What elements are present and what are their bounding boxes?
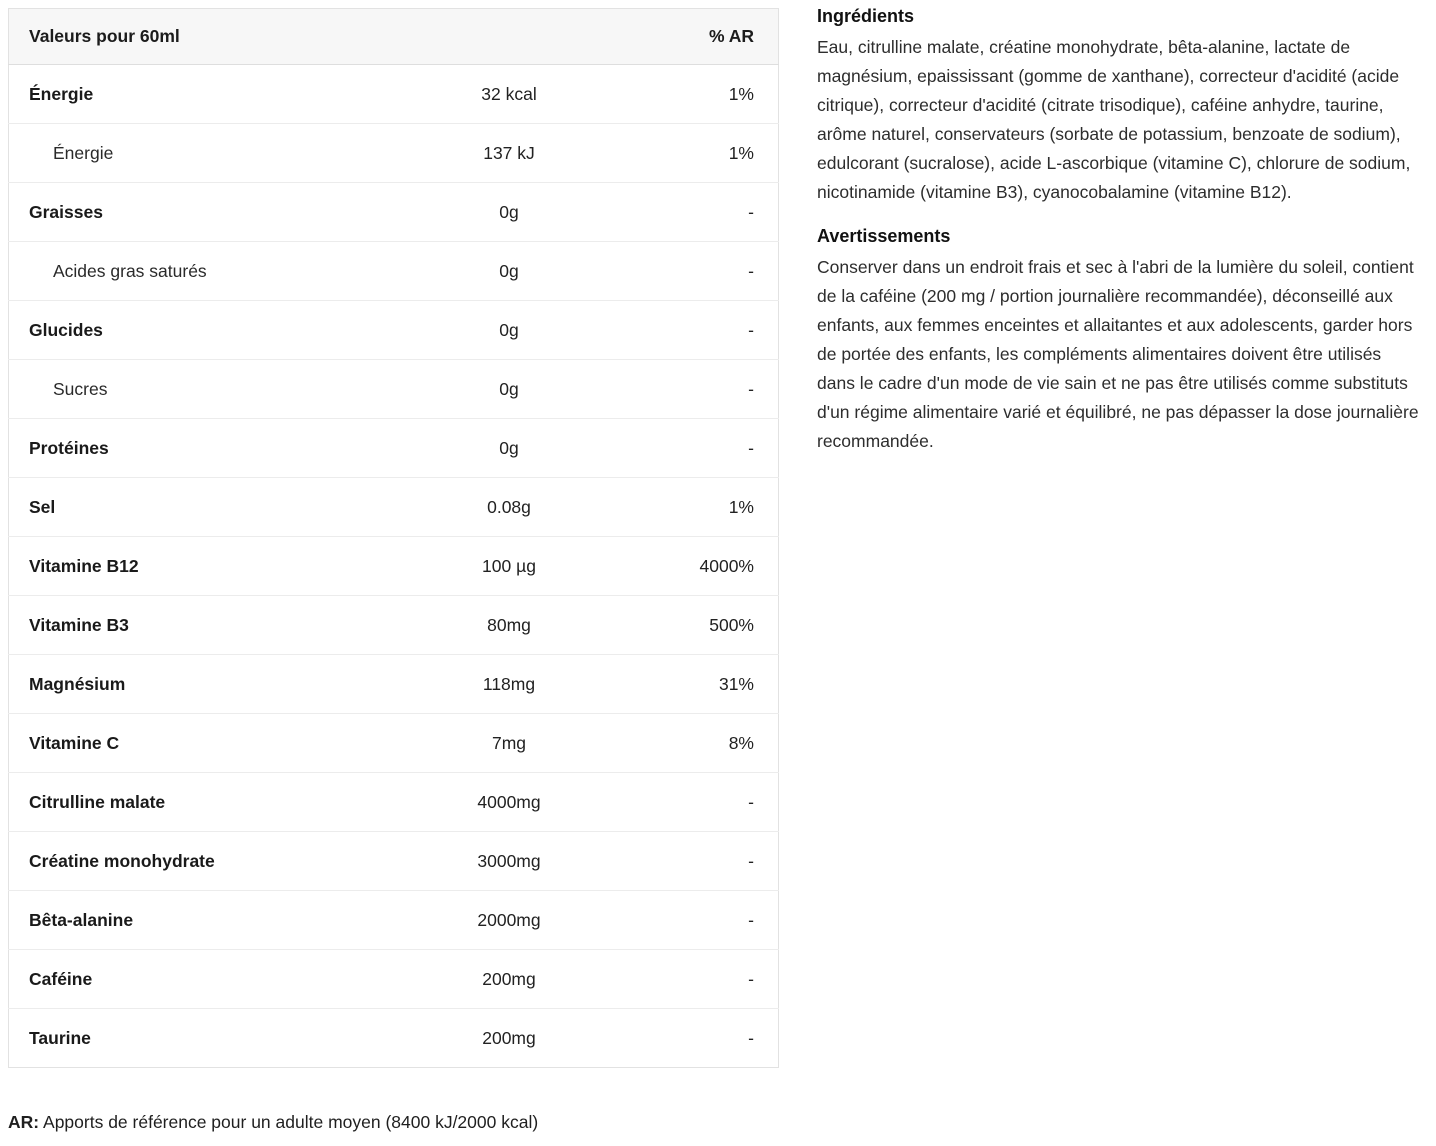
table-row bbox=[9, 124, 779, 183]
table-row bbox=[9, 596, 779, 655]
row-value: 0g bbox=[409, 360, 609, 419]
row-value: 118mg bbox=[409, 655, 609, 714]
table-row bbox=[9, 360, 779, 419]
nutrition-table bbox=[8, 8, 779, 1068]
row-value: 2000mg bbox=[409, 891, 609, 950]
row-percent: - bbox=[609, 832, 778, 891]
row-label: Énergie bbox=[9, 124, 409, 183]
info-panel bbox=[817, 4, 1423, 473]
table-header-value bbox=[409, 9, 609, 65]
row-percent: - bbox=[609, 891, 778, 950]
row-value: 200mg bbox=[409, 1009, 609, 1068]
table-row bbox=[9, 1009, 779, 1068]
row-label: Taurine bbox=[9, 1009, 409, 1068]
row-label: Sel bbox=[9, 478, 409, 537]
row-percent: - bbox=[609, 773, 778, 832]
row-percent: 500% bbox=[609, 596, 778, 655]
ar-footnote-prefix: AR: bbox=[8, 1112, 40, 1132]
row-percent: - bbox=[609, 360, 778, 419]
row-percent: - bbox=[609, 242, 778, 301]
row-label: Caféine bbox=[9, 950, 409, 1009]
row-value: 4000mg bbox=[409, 773, 609, 832]
row-percent: 4000% bbox=[609, 537, 778, 596]
row-label: Bêta-alanine bbox=[9, 891, 409, 950]
row-value: 0g bbox=[409, 183, 609, 242]
row-label: Vitamine B12 bbox=[9, 537, 409, 596]
row-value: 137 kJ bbox=[409, 124, 609, 183]
table-row bbox=[9, 950, 779, 1009]
nutrition-table-body bbox=[9, 65, 779, 1068]
row-value: 200mg bbox=[409, 950, 609, 1009]
row-label: Vitamine B3 bbox=[9, 596, 409, 655]
row-percent: - bbox=[609, 950, 778, 1009]
row-percent: 1% bbox=[609, 478, 778, 537]
row-percent: - bbox=[609, 419, 778, 478]
row-label: Glucides bbox=[9, 301, 409, 360]
row-value: 0g bbox=[409, 301, 609, 360]
row-percent: - bbox=[609, 301, 778, 360]
row-value: 3000mg bbox=[409, 832, 609, 891]
row-label: Citrulline malate bbox=[9, 773, 409, 832]
table-header-row bbox=[9, 9, 779, 65]
row-value: 0g bbox=[409, 419, 609, 478]
row-label: Créatine monohydrate bbox=[9, 832, 409, 891]
ingredients-text: Eau, citrulline malate, créatine monohydrate, bêta-alanine, lactate de magnésium, epaississant (gomme de xanthane), correcteur d'acidité (acide citrique), correcteur d'acidité (citrate trisodique), caféine anhydre, taurine, arôme naturel, conservateurs (sorbate de potassium, benzoate de sodium), edulcorant (sucralose), acide L-ascorbique (vitamine C), chlorure de sodium, nicotinamide (vitamine B3), cyanocobalamine (vitamine B12). bbox=[817, 37, 1411, 202]
table-row bbox=[9, 183, 779, 242]
row-label: Vitamine C bbox=[9, 714, 409, 773]
row-value: 0g bbox=[409, 242, 609, 301]
row-label: Énergie bbox=[9, 65, 409, 124]
warnings-heading: Avertissements bbox=[817, 226, 951, 246]
table-row bbox=[9, 714, 779, 773]
table-row bbox=[9, 65, 779, 124]
ar-footnote bbox=[8, 1112, 538, 1133]
row-label: Magnésium bbox=[9, 655, 409, 714]
warnings-text: Conserver dans un endroit frais et sec à l'abri de la lumière du soleil, contient de la caféine (200 mg / portion journalière recommandée), déconseillé aux enfants, aux femmes enceintes et allaitantes et aux adolescents, garder hors de portée des enfants, les compléments alimentaires doivent être utilisés dans le cadre d'un mode de vie sain et ne pas être utilisés comme substituts d'un régime alimentaire varié et équilibré, ne pas dépasser la dose journalière recommandée. bbox=[817, 257, 1419, 451]
ar-footnote-text: Apports de référence pour un adulte moyen (8400 kJ/2000 kcal) bbox=[43, 1112, 539, 1132]
row-value: 100 µg bbox=[409, 537, 609, 596]
table-row bbox=[9, 537, 779, 596]
table-row bbox=[9, 773, 779, 832]
row-label: Graisses bbox=[9, 183, 409, 242]
table-row bbox=[9, 655, 779, 714]
row-value: 0.08g bbox=[409, 478, 609, 537]
table-header-label: Valeurs pour 60ml bbox=[9, 9, 409, 65]
table-row bbox=[9, 891, 779, 950]
row-value: 32 kcal bbox=[409, 65, 609, 124]
row-percent: - bbox=[609, 183, 778, 242]
table-row bbox=[9, 419, 779, 478]
table-header-percent: % AR bbox=[609, 9, 778, 65]
table-row bbox=[9, 242, 779, 301]
row-percent: 31% bbox=[609, 655, 778, 714]
row-value: 7mg bbox=[409, 714, 609, 773]
row-percent: - bbox=[609, 1009, 778, 1068]
row-percent: 1% bbox=[609, 65, 778, 124]
row-label: Protéines bbox=[9, 419, 409, 478]
row-label: Sucres bbox=[9, 360, 409, 419]
row-percent: 8% bbox=[609, 714, 778, 773]
table-row bbox=[9, 478, 779, 537]
table-row bbox=[9, 301, 779, 360]
table-row bbox=[9, 832, 779, 891]
row-value: 80mg bbox=[409, 596, 609, 655]
row-percent: 1% bbox=[609, 124, 778, 183]
ingredients-heading: Ingrédients bbox=[817, 6, 915, 26]
row-label: Acides gras saturés bbox=[9, 242, 409, 301]
